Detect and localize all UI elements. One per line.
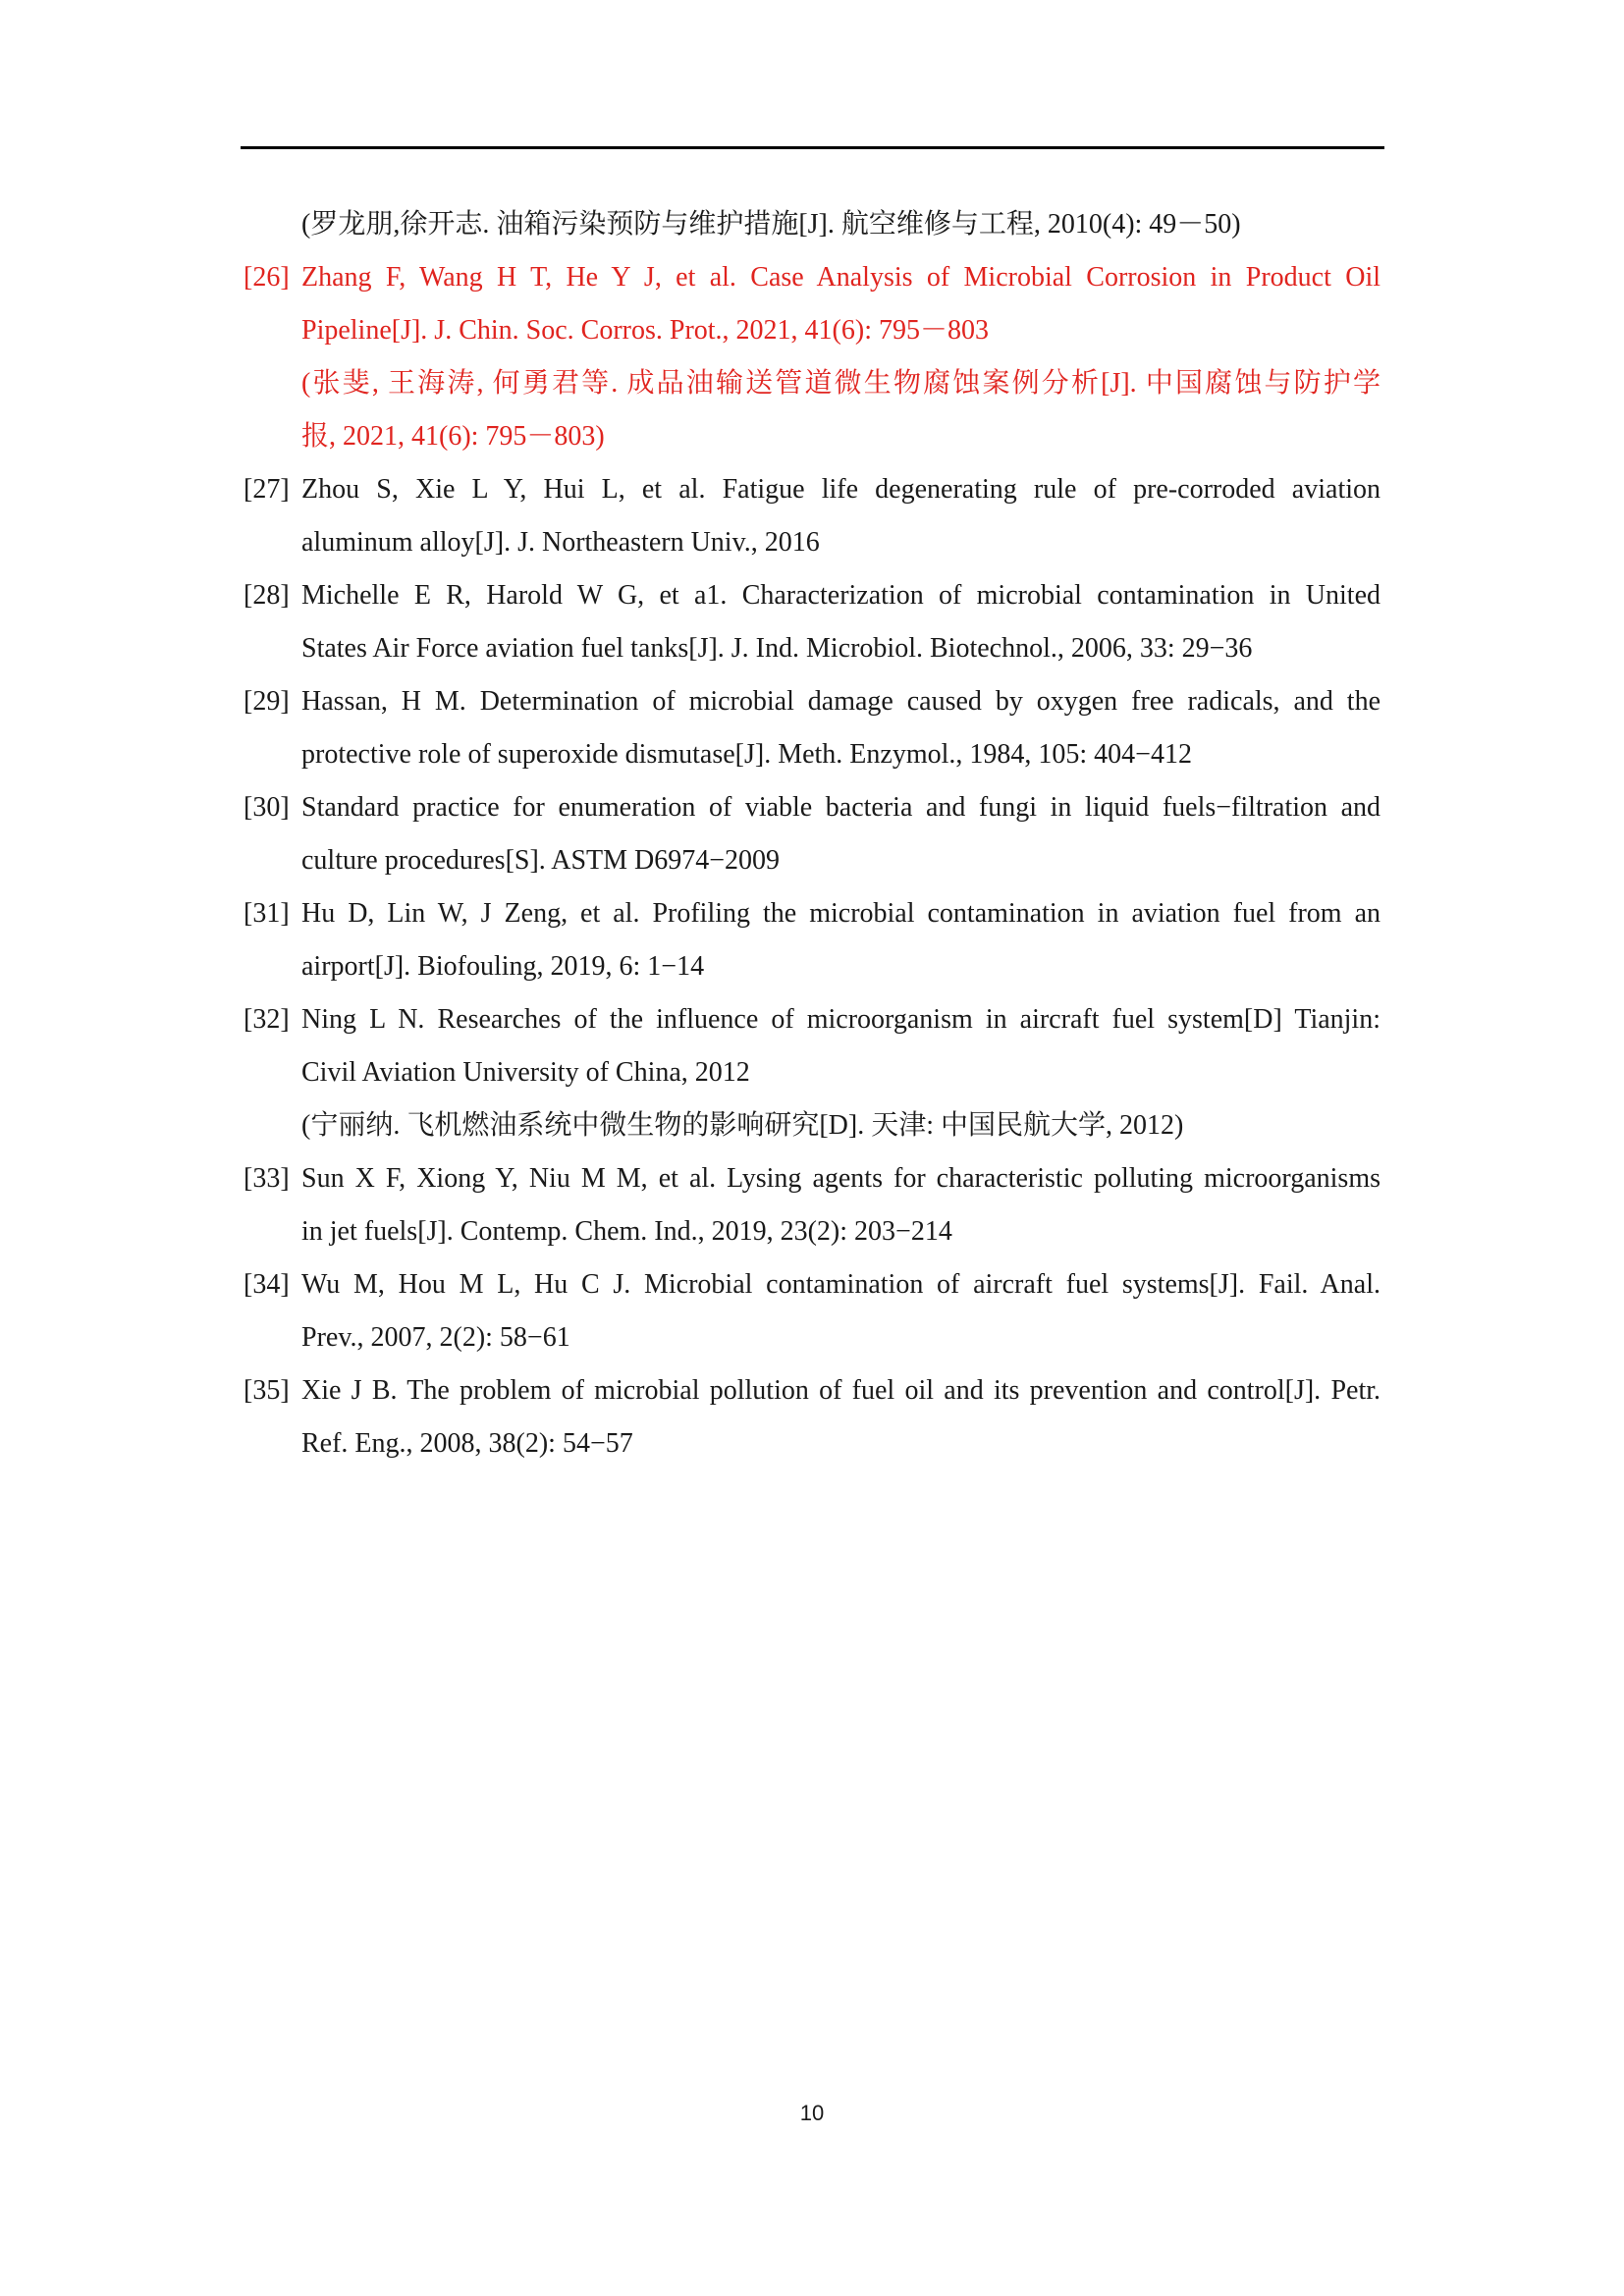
reference-number: [32] — [244, 1004, 290, 1035]
reference-line: Ning L N. Researches of the influence of microorganism in aircraft fuel system[D] Tianjin: — [301, 1004, 1380, 1035]
reference-line: Civil Aviation University of China, 2012 — [301, 1057, 750, 1088]
reference-line: States Air Force aviation fuel tanks[J]. J. Ind. Microbiol. Biotechnol., 2006, 33: 29−36 — [301, 633, 1253, 664]
reference-31 — [244, 887, 1380, 993]
reference-number: [30] — [244, 792, 290, 823]
reference-number: [31] — [244, 898, 290, 929]
reference-line: Ref. Eng., 2008, 38(2): 54−57 — [301, 1428, 633, 1459]
reference-line: Hassan, H M. Determination of microbial damage caused by oxygen free radicals, and the — [301, 686, 1380, 717]
reference-line: in jet fuels[J]. Contemp. Chem. Ind., 2019, 23(2): 203−214 — [301, 1216, 952, 1247]
reference-26 — [244, 251, 1380, 463]
reference-line: Michelle E R, Harold W G, et a1. Characterization of microbial contamination in United — [301, 580, 1380, 611]
reference-34 — [244, 1258, 1380, 1364]
reference-28 — [244, 569, 1380, 675]
reference-27 — [244, 463, 1380, 569]
reference-line: airport[J]. Biofouling, 2019, 6: 1−14 — [301, 951, 705, 982]
header-rule — [241, 146, 1384, 149]
reference-line: Prev., 2007, 2(2): 58−61 — [301, 1322, 570, 1353]
reference-number: [29] — [244, 686, 290, 717]
reference-29 — [244, 675, 1380, 781]
reference-35 — [244, 1364, 1380, 1470]
reference-33 — [244, 1152, 1380, 1258]
reference-line: Xie J B. The problem of microbial pollution of fuel oil and its prevention and control[J]. Petr. — [301, 1375, 1380, 1406]
reference-line: Hu D, Lin W, J Zeng, et al. Profiling the microbial contamination in aviation fuel from an — [301, 898, 1380, 929]
reference-number: [34] — [244, 1269, 290, 1300]
reference-line: Pipeline[J]. J. Chin. Soc. Corros. Prot., 2021, 41(6): 795－803 — [301, 315, 989, 346]
reference-line: Standard practice for enumeration of viable bacteria and fungi in liquid fuels−filtration and — [301, 792, 1380, 823]
reference-line: Zhang F, Wang H T, He Y J, et al. Case Analysis of Microbial Corrosion in Product Oil — [301, 262, 1380, 293]
reference-line: 报, 2021, 41(6): 795－803) — [301, 421, 605, 452]
reference-number: [35] — [244, 1375, 290, 1406]
reference-line: protective role of superoxide dismutase[J]. Meth. Enzymol., 1984, 105: 404−412 — [301, 739, 1192, 770]
reference-25-chinese: (罗龙朋,徐开志. 油箱污染预防与维护措施[J]. 航空维修与工程, 2010(4): 49－50) — [301, 209, 1241, 240]
reference-line: Wu M, Hou M L, Hu C J. Microbial contamination of aircraft fuel systems[J]. Fail. Anal. — [301, 1269, 1380, 1300]
reference-list — [244, 198, 1380, 1470]
reference-30 — [244, 781, 1380, 887]
reference-line: aluminum alloy[J]. J. Northeastern Univ., 2016 — [301, 527, 820, 558]
reference-number: [28] — [244, 580, 290, 611]
reference-line: culture procedures[S]. ASTM D6974−2009 — [301, 845, 781, 876]
reference-line: (张斐, 王海涛, 何勇君等. 成品油输送管道微生物腐蚀案例分析[J]. 中国腐蚀与防护学 — [301, 368, 1380, 399]
reference-number: [33] — [244, 1163, 290, 1194]
reference-32 — [244, 993, 1380, 1152]
reference-line: Zhou S, Xie L Y, Hui L, et al. Fatigue life degenerating rule of pre-corroded aviation — [301, 474, 1380, 505]
reference-number: [27] — [244, 474, 290, 505]
reference-number: [26] — [244, 262, 290, 293]
reference-line: (宁丽纳. 飞机燃油系统中微生物的影响研究[D]. 天津: 中国民航大学, 2012) — [301, 1110, 1184, 1141]
page-number: 10 — [799, 2101, 825, 2125]
reference-line: Sun X F, Xiong Y, Niu M M, et al. Lysing agents for characteristic polluting microorganisms — [301, 1163, 1380, 1194]
